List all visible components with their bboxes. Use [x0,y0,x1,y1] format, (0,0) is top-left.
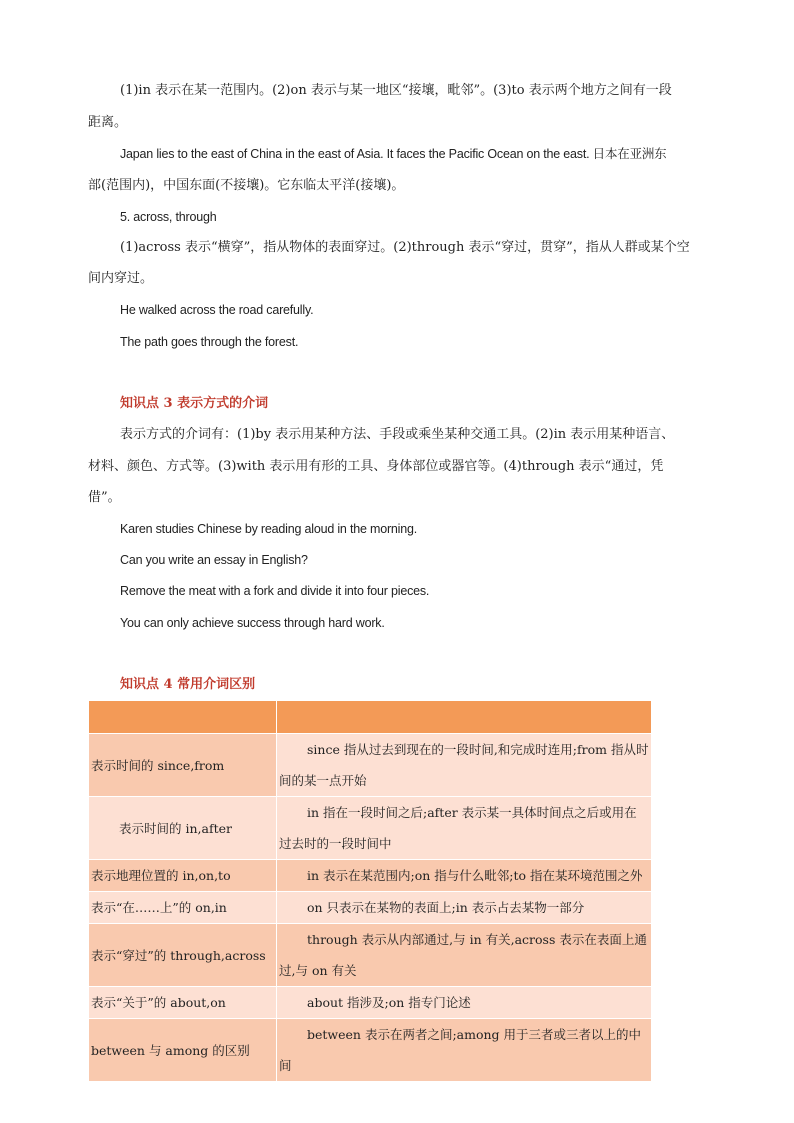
section-heading: 知识点 3 表示方式的介词 [120,396,269,411]
example-sentence: Karen studies Chinese by reading aloud in the morning. [120,522,418,536]
table-cell-explanation: about 指涉及;on 指专门论述 [277,987,652,1019]
intro-line-2: 距离。 [88,115,128,130]
table-cell-term: 表示时间的 in,after [89,797,277,860]
table-cell-explanation: between 表示在两者之间;among 用于三者或三者以上的中间 [277,1019,652,1082]
table-row [89,892,652,924]
point3-line-3: 借”。 [88,490,121,505]
subsection-title: 5. across, through [120,210,217,224]
example-sentence: Remove the meat with a fork and divide it into four pieces. [120,584,430,598]
table-cell-term: 表示“关于”的 about,on [89,987,277,1019]
example-sentence: He walked across the road carefully. [120,303,314,317]
across-through-line-1: (1)across 表示“横穿”，指从物体的表面穿过。(2)through 表示“穿过，贯穿”，指从人群或某个空 [120,240,690,255]
table-cell-explanation: on 只表示在某物的表面上;in 表示占去某物一部分 [277,892,652,924]
table-row [89,1019,652,1082]
example-line-2: 部(范围内)，中国东面(不接壤)。它东临太平洋(接壤)。 [88,178,405,193]
intro-line-1: (1)in 表示在某一范围内。(2)on 表示与某一地区“接壤，毗邻”。(3)to 表示两个地方之间有一段 [120,83,672,98]
point3-line-1: 表示方式的介词有：(1)by 表示用某种方法、手段或乘坐某种交通工具。(2)in 表示用某种语言、 [120,427,675,442]
table-cell-term: 表示时间的 since,from [89,734,277,797]
section-heading: 知识点 4 常用介词区别 [120,677,256,692]
table-cell-term: 表示地理位置的 in,on,to [89,860,277,892]
table-cell-term: between 与 among 的区别 [89,1019,277,1082]
point3-line-2: 材料、颜色、方式等。(3)with 表示用有形的工具、身体部位或器官等。(4)through 表示“通过，凭 [88,459,664,474]
table-row [89,924,652,987]
table-header-row [89,701,652,734]
table-row [89,860,652,892]
table-cell-explanation: since 指从过去到现在的一段时间,和完成时连用;from 指从时间的某一点开始 [277,734,652,797]
table-cell-explanation: in 指在一段时间之后;after 表示某一具体时间点之后或用在过去时的一段时间中 [277,797,652,860]
table-row [89,734,652,797]
example-sentence: Can you write an essay in English? [120,553,308,567]
example-sentence: The path goes through the forest. [120,335,299,349]
table-row [89,797,652,860]
table-header-cell [89,701,277,734]
table-cell-term: 表示“在……上”的 on,in [89,892,277,924]
across-through-line-2: 间内穿过。 [88,271,154,286]
table-cell-explanation: through 表示从内部通过,与 in 有关,across 表示在表面上通过,与 on 有关 [277,924,652,987]
table-header-cell [277,701,652,734]
table-cell-term: 表示“穿过”的 through,across [89,924,277,987]
table-row [89,987,652,1019]
table-cell-explanation: in 表示在某范围内;on 指与什么毗邻;to 指在某环境范围之外 [277,860,652,892]
example-line-1: Japan lies to the east of China in the east of Asia. It faces the Pacific Ocean on the east. 日本在亚洲东 [120,147,667,161]
example-sentence: You can only achieve success through hard work. [120,616,385,630]
preposition-table [88,700,652,1082]
